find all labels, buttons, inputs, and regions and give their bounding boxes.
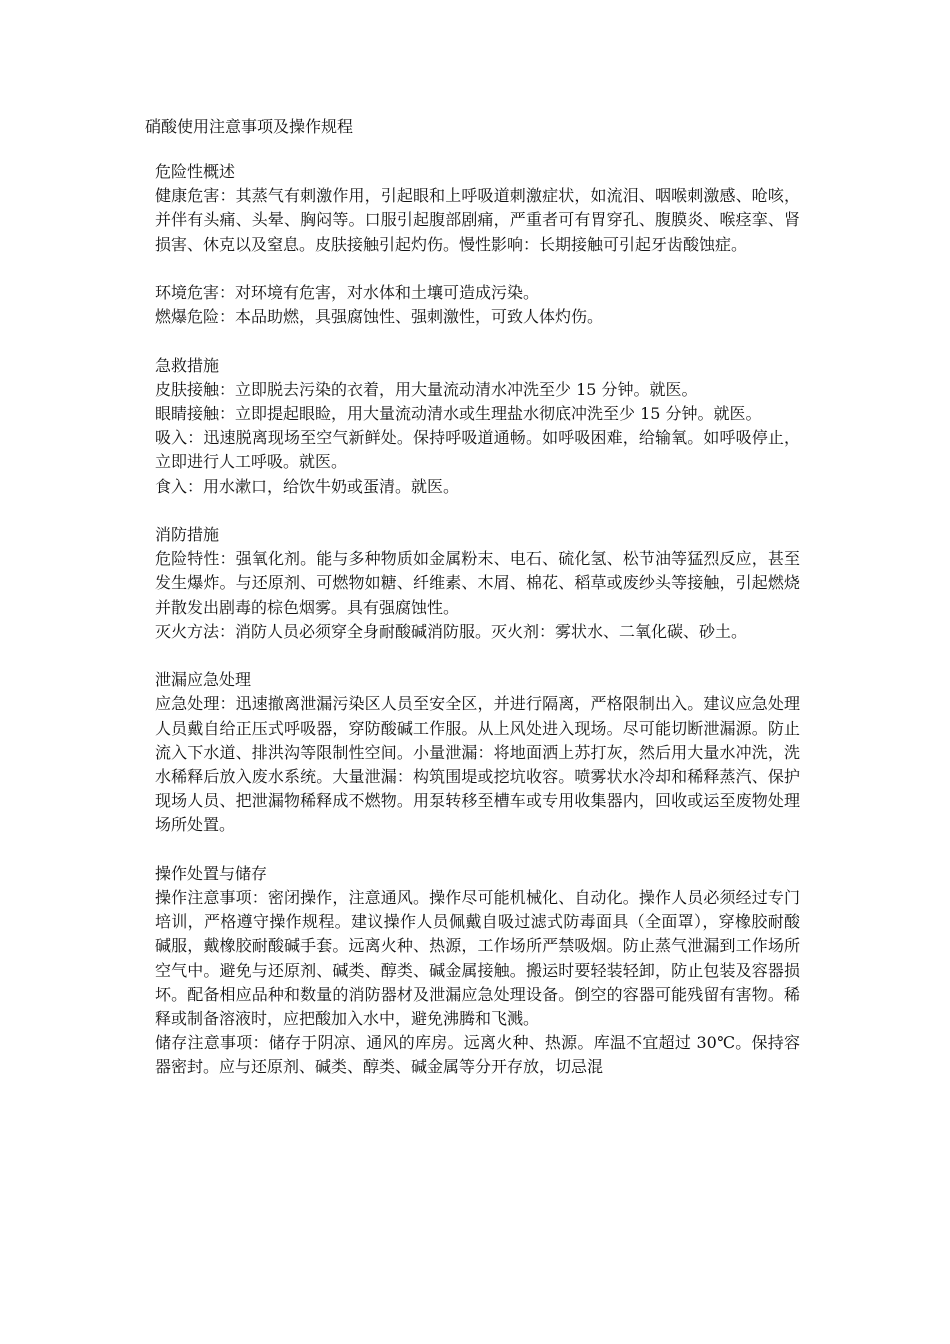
blank-line [155, 257, 800, 281]
paragraph-ingestion: 食入：用水漱口，给饮牛奶或蛋清。就医。 [155, 476, 460, 496]
paragraph-eye-contact: 眼睛接触：立即提起眼睑，用大量流动清水或生理盐水彻底冲洗至少 15 分钟。就医。 [155, 404, 762, 423]
paragraph-inhalation: 吸入：迅速脱离现场至空气新鲜处。保持呼吸道通畅。如呼吸困难，给输氧。如呼吸停止，立即进行人工呼吸。就医。 [155, 428, 800, 472]
section-heading: 消防措施 [155, 525, 220, 544]
section-heading: 操作处置与储存 [155, 863, 268, 883]
section-heading: 危险性概述 [155, 162, 236, 181]
paragraph-operation: 操作注意事项：密闭操作，注意通风。操作尽可能机械化、自动化。操作人员必须经过专门培训，严格遵守操作规程。建议操作人员佩戴自吸过滤式防毒面具（全面罩），穿橡胶耐酸碱服，戴橡胶耐酸碱手套。远离火种、热源，工作场所严禁吸烟。防止蒸气泄漏到工作场所空气中。避免与还原剂、碱类、醇类、碱金属接触。搬运时要轻装轻卸，防止包装及容器损坏。配备相应品种和数量的消防器材及泄漏应急处理设备。倒空的容器可能残留有害物。稀释或制备溶液时，应把酸加入水中，避免沸腾和飞溅。 [155, 888, 800, 1029]
blank-line [155, 499, 800, 523]
section-hazard [155, 160, 800, 329]
paragraph-storage: 储存注意事项：储存于阴凉、通风的库房。远离火种、热源。库温不宜超过 30℃。保持容器密封。应与还原剂、碱类、醇类、碱金属等分开存放，切忌混 [155, 1033, 800, 1077]
section-first-aid [155, 354, 800, 499]
section-heading: 泄漏应急处理 [155, 670, 252, 690]
section-handling-storage [155, 862, 800, 1080]
document-body [155, 160, 800, 1080]
paragraph-extinguishing: 灭火方法：消防人员必须穿全身耐酸碱消防服。灭火剂：雾状水、二氧化碳、砂土。 [155, 621, 748, 641]
paragraph-skin-contact: 皮肤接触：立即脱去污染的衣着，用大量流动清水冲洗至少 15 分钟。就医。 [155, 379, 698, 399]
blank-line [155, 329, 800, 353]
blank-line [155, 838, 800, 862]
section-leak [155, 668, 800, 837]
paragraph-explosion-hazard: 燃爆危险：本品助燃，具强腐蚀性、强刺激性，可致人体灼伤。 [155, 307, 604, 327]
section-fire [155, 523, 800, 644]
paragraph-health-hazard: 健康危害：其蒸气有刺激作用，引起眼和上呼吸道刺激症状，如流泪、咽喉刺激感、呛咳，并伴有头痛、头晕、胸闷等。口服引起腹部剧痛，严重者可有胃穿孔、腹膜炎、喉痉挛、肾损害、休克以及窒息。皮肤接触引起灼伤。慢性影响：长期接触可引起牙齿酸蚀症。 [155, 186, 800, 254]
paragraph-environment-hazard: 环境危害：对环境有危害，对水体和土壤可造成污染。 [155, 283, 540, 302]
blank-line [155, 644, 800, 668]
document-title: 硝酸使用注意事项及操作规程 [145, 117, 354, 136]
paragraph-leak-emergency: 应急处理：迅速撤离泄漏污染区人员至安全区，并进行隔离，严格限制出入。建议应急处理人员戴自给正压式呼吸器，穿防酸碱工作服。从上风处进入现场。尽可能切断泄漏源。防止流入下水道、排洪沟等限制性空间。小量泄漏：将地面洒上苏打灰，然后用大量水冲洗，洗水稀释后放入废水系统。大量泄漏：构筑围堤或挖坑收容。喷雾状水冷却和稀释蒸汽、保护现场人员、把泄漏物稀释成不燃物。用泵转移至槽车或专用收集器内，回收或运至废物处理场所处置。 [155, 694, 800, 835]
section-heading: 急救措施 [155, 355, 220, 375]
paragraph-hazard-properties: 危险特性：强氧化剂。能与多种物质如金属粉末、电石、硫化氢、松节油等猛烈反应，甚至发生爆炸。与还原剂、可燃物如糖、纤维素、木屑、棉花、稻草或废纱头等接触，引起燃烧并散发出剧毒的棕色烟雾。具有强腐蚀性。 [155, 549, 800, 617]
